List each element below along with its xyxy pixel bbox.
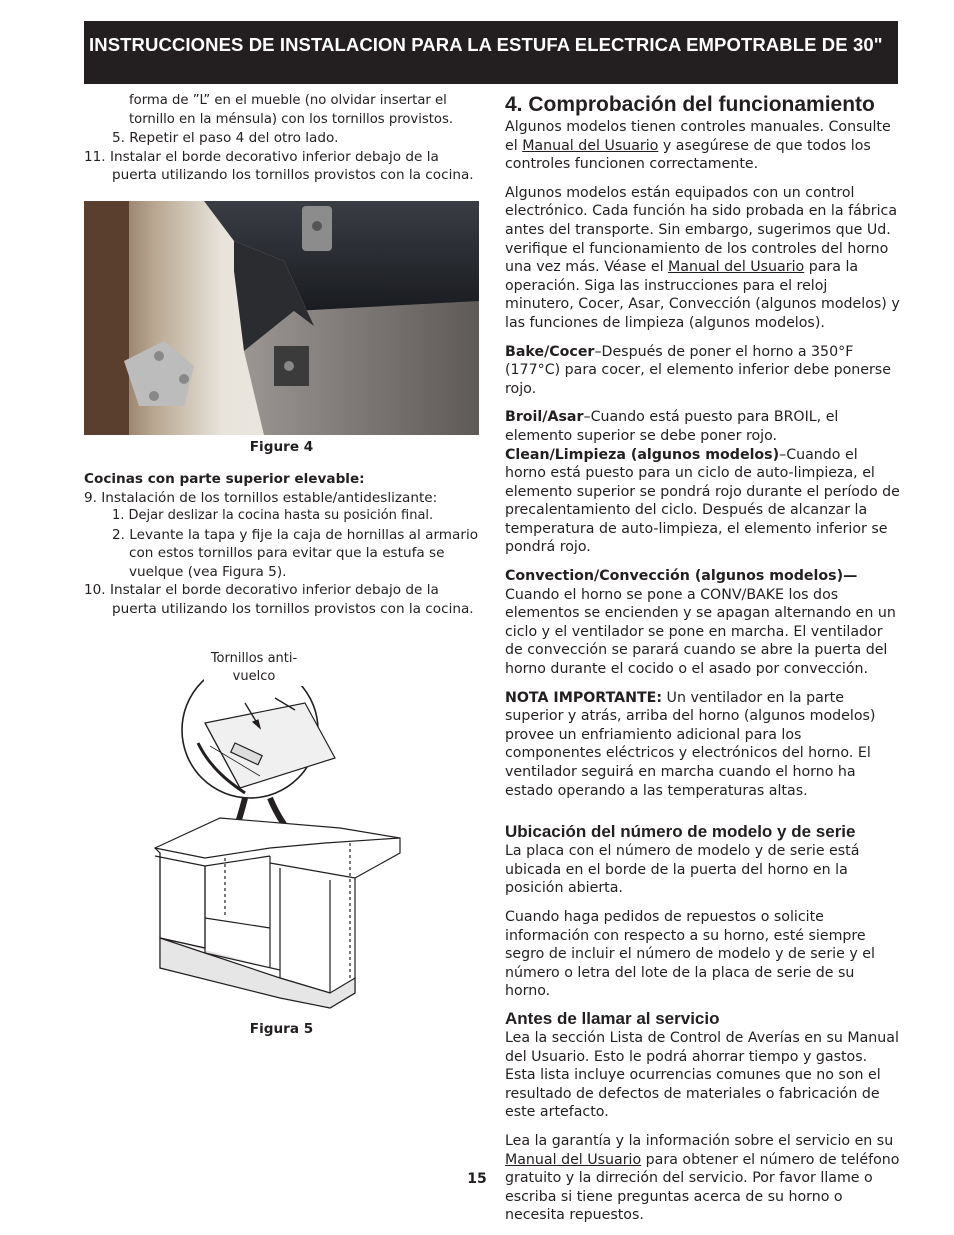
manual-link[interactable]: Manual del Usuario	[668, 259, 805, 276]
paragraph-ubicacion-1: La placa con el número de modelo y de serie está ubicada en el borde de la puerta del horno en la posición abierta.	[505, 843, 860, 897]
figure-5-label-line: vuelco	[232, 669, 276, 684]
text: Lea la garantía y la información sobre el servicio en su	[505, 1132, 894, 1149]
manual-link[interactable]: Manual del Usuario	[522, 137, 659, 154]
figure-4-photo	[84, 201, 479, 435]
paragraph-bake	[505, 343, 900, 399]
paragraph-clean	[505, 446, 900, 558]
text: para obtener el número de teléfono gratuito y la dirreción del servicio. Por favor llame o escriba si tiene preguntas acerca de su horno o necesita repuestos.	[505, 1151, 900, 1224]
figure-4-caption: Figure 4	[249, 439, 314, 455]
text: –Cuando el horno está puesto para un ciclo de auto-limpieza, el elemento superior se pondrá rojo durante el período de precalentamiento del ciclo. Después de alcanzar la temperatura de auto-limpieza, el elemento inferior se pondrá rojo.	[505, 446, 900, 556]
text: y asegúrese de que todos los controles funcionen correctamente.	[505, 137, 871, 173]
header-title: INSTRUCCIONES DE INSTALACION PARA LA ESTUFA ELECTRICA EMPOTRABLE DE 30"	[89, 34, 883, 55]
text: Algunos modelos están equipados con un control electrónico. Cada función ha sido probada en la fábrica antes del transporte. Sin embargo, sugerimos que Ud. verifique el funcionamiento de los controles del horno una vez más. Véase el	[505, 184, 898, 276]
broil-label: Broil/Asar	[505, 409, 584, 426]
step-9-1: 1. Dejar deslizar la cocina hasta su posición final.	[112, 508, 434, 523]
step-10-cont: puerta utilizando los tornillos provistos con la cocina.	[112, 600, 474, 617]
left-column	[84, 92, 480, 185]
text: Algunos modelos tienen controles manuales. Consulte el	[505, 119, 891, 154]
step-11-cont: puerta utilizando los tornillos provistos con la cocina.	[112, 167, 474, 183]
paragraph-ubicacion-2: Cuando haga pedidos de repuestos o solicite información con respecto a su horno, esté siempre segro de incluir el número de modelo y de serie y el número o letra del lote de la placa de serie de su horno.	[505, 908, 875, 1000]
paragraph-antes-1: Lea la sección Lista de Control de Averías en su Manual del Usuario. Esto le podrá ahorrar tiempo y gastos. Esta lista incluye ocurrencias comunes que no son el resultado de defectos de materiales o fabricación de este artefacto.	[505, 1029, 899, 1121]
text: Un ventilador en la parte superior y atrás, arriba del horno (algunos modelos) provee un enfriamiento adicional para los componentes eléctricos y electrónicos del horno. El ventilador seguirá en marcha cuando el horno ha estado operando a las temperaturas altas.	[505, 689, 876, 799]
step-9: 9. Instalación de los tornillos estable/antideslizante:	[84, 489, 438, 506]
paragraph-broil	[505, 408, 900, 445]
paragraph-manual-controls	[505, 118, 900, 174]
step-10: 10. Instalar el borde decorativo inferior debajo de la	[84, 582, 439, 598]
continuation-line: tornillo en la ménsula) con los tornillos provistos.	[129, 111, 454, 127]
ubicacion-heading: Ubicación del número de modelo y de serie	[505, 822, 856, 842]
paragraph-electronic-control	[505, 184, 900, 333]
step-5: 5. Repetir el paso 4 del otro lado.	[112, 130, 339, 146]
text: para la operación. Siga las instrucciones para el reloj minutero, Cocer, Asar, Convección (algunos modelos) y las funciones de limpieza (algunos modelos).	[505, 259, 900, 331]
text: Cuando el horno se pone a CONV/BAKE los dos elementos se encienden y se apagan alternando en un ciclo y el ventilador se pone en marcha. El ventilador de convección se parará cuando se abre la puerta del horno durante el cocido o el asado por convección.	[505, 586, 896, 678]
clean-label: Clean/Limpieza (algunos modelos)	[505, 446, 780, 463]
paragraph-nota	[505, 689, 900, 801]
text: –Después de poner el horno a 350°F (177°C) para cocer, el elemento inferior debe ponerse rojo.	[505, 343, 891, 397]
step-9-2: 2. Levante la tapa y fije la caja de hornillas al armario	[112, 526, 479, 543]
text: –Cuando está puesto para BROIL, el elemento superior se debe poner rojo.	[505, 409, 839, 444]
section-heading: Cocinas con parte superior elevable:	[84, 471, 365, 487]
figure-5-illustration	[150, 648, 410, 1020]
figure-5-label-line: Tornillos anti-	[210, 651, 298, 666]
page-number: 15	[467, 1171, 487, 1187]
manual-link[interactable]: Manual del Usuario	[505, 1151, 642, 1168]
right-column	[505, 92, 900, 1225]
figure-5-caption: Figura 5	[249, 1021, 314, 1037]
antes-heading: Antes de llamar al servicio	[505, 1008, 720, 1028]
step-9-2-cont: con estos tornillos para evitar que la estufa se	[129, 545, 445, 561]
continuation-line: forma de ”L” en el mueble (no olvidar insertar el	[129, 93, 447, 108]
page-header	[84, 21, 898, 84]
step-9-2-cont: vuelque (vea Figura 5).	[129, 563, 287, 580]
paragraph-convection	[505, 567, 900, 679]
convection-label: Convection/Convección (algunos modelos)—	[505, 568, 858, 585]
left-column-lower	[84, 470, 480, 618]
nota-label: NOTA IMPORTANTE:	[505, 689, 663, 706]
step-11: 11. Instalar el borde decorativo inferior debajo de la	[84, 148, 439, 165]
bake-label: Bake/Cocer	[505, 343, 595, 360]
figure-5-label	[204, 650, 304, 686]
section-4-heading: 4. Comprobación del funcionamiento	[505, 93, 875, 116]
